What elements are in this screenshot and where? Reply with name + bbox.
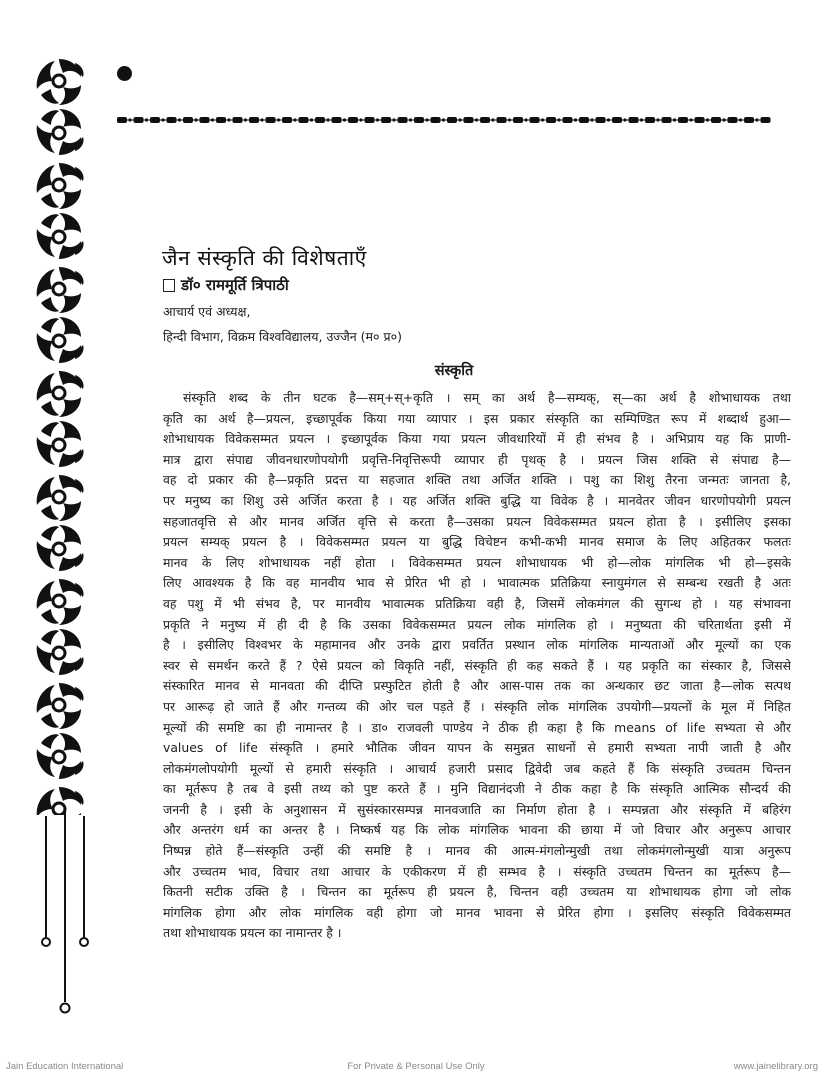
paisley-swirl-chain-icon <box>31 471 87 523</box>
paisley-swirl-chain-icon <box>31 159 87 211</box>
text-line: शोभाधायक विवेकसम्मत प्रयत्न । इच्छापूर्वक किया गया प्रयत्न जीवधारियों में ही संभव है । अभिप्राय यह कि प्राणी- <box>163 431 791 447</box>
author-role: आचार्य एवं अध्यक्ष, <box>163 304 251 319</box>
paisley-swirl-chain-icon <box>31 627 87 679</box>
paisley-swirl-chain-icon <box>31 107 87 159</box>
paisley-swirl-chain-icon <box>31 679 87 731</box>
text-line: स्वर से समर्थन करते हैं ? ऐसे प्रयत्न को विकृति नहीं, संस्कृति ही कह सकते हैं । यह प्रकृति का संस्कार है, जिससे <box>163 657 791 673</box>
paisley-swirl-chain-icon <box>31 419 87 471</box>
text-line: लोकमंगलोपयोगी मूल्यों से हमारी संस्कृति । आचार्य हजारी प्रसाद द्विवेदी जब कहते हैं कि संस्कृति उच्चतम चिन्तन <box>163 760 791 776</box>
text-line: प्रयत्न सम्यक् प्रयत्न है । विवेकसम्मत प्रयत्न या बुद्धि विचेष्टन कभी-कभी मानव समाज के लिए अहितकर फलतः <box>163 534 791 550</box>
dash-dot-rule-icon <box>117 109 772 117</box>
footer-website-link[interactable]: www.jainelibrary.org <box>733 1061 818 1072</box>
text-line: संस्कृति शब्द के तीन घटक है—सम्+स्+कृति । सम् का अर्थ है—सम्यक्, स्—का अर्थ है शोभाधायक तथा <box>183 390 791 405</box>
author-institution: हिन्दी विभाग, विक्रम विश्वविद्यालय, उज्जैन (म० प्र०) <box>163 329 402 344</box>
author-name: डॉ० राममूर्ति त्रिपाठी <box>181 276 289 294</box>
author-line <box>163 275 289 295</box>
text-line: वह दो प्रकार की है—प्रकृति प्रदत्त या सहजात शक्ति तथा अर्जित शक्ति । पशु का शिशु तैरना जन्मतः जानता है, <box>163 472 791 488</box>
text-line: है । इसीलिए विश्वभर के महामानव और उनके द्वारा प्रवर्तित प्रस्थान लोक मांगलिक मान्यताओं और मूल्यों का एक <box>163 637 791 653</box>
text-line: और अन्तरंग धर्म का अन्तर है । निष्कर्ष यह कि लोक मांगलिक भावना की छाया में जो विचार और अनुरूप आचार <box>163 822 791 838</box>
section-heading: संस्कृति <box>434 363 474 379</box>
text-line: वह पशु में भी संभव है, पर मानवीय भावात्मक प्रतिक्रिया वही है, जिसमें लोकमंगल की सुगन्ध हो । यह संभावना <box>163 595 791 611</box>
paisley-swirl-chain-icon <box>31 55 87 107</box>
text-line: मांगलिक होगा और लोक मांगलिक वही होगा जो मानव भावना से प्रेरित होगा । इसलिए संस्कृति विवेकसम्मत <box>163 904 791 920</box>
paisley-swirl-chain-icon <box>31 211 87 263</box>
text-line: कृति का अर्थ है—प्रयत्न, इच्छापूर्वक किया गया व्यापार । इस प्रकार संस्कृति का सम्पिण्डित रूप में शब्दार्थ हुआ— <box>163 410 791 426</box>
square-box-icon <box>163 279 175 292</box>
text-line: मानव के लिए शोभाधायक नहीं होता । विवेकसम्मत प्रयत्न शोभाधायक भी हो—लोक मांगलिक भी हो—इसके <box>163 554 791 570</box>
text-line: निष्पन्न होते हैं—संस्कृति उन्हीं की समष्टि है । मानव की आत्म-मंगलोन्मुखी तथा लोकमंगलोन्मुखी यात्रा अनुरूप <box>163 843 791 859</box>
text-line: और उच्चतम भाव, विचार तथा आचार के एकीकरण में ही सम्भव है । संस्कृति उच्चतम चिन्तन का मूर्तरूप है— <box>163 863 791 879</box>
text-line: का मूर्तरूप है तब वे इसी तथ्य को पुष्ट करते हैं । मुनि विद्यानंदजी ने ठीक कहा है कि संस्कृति आत्मिक सौन्दर्य की <box>163 781 791 797</box>
article-title: जैन संस्कृति की विशेषताएँ <box>162 246 367 270</box>
paisley-swirl-chain-icon <box>31 575 87 627</box>
text-line: संस्कारित मानव से मानवता की दीप्ति प्रस्फुटित होती है और आस-पास तक का अन्धकार छट जाता है—लोक सत्पथ <box>163 678 791 694</box>
page-footer <box>0 1061 828 1077</box>
text-line: पर आरूढ़ हो जाते हैं और गन्तव्य की ओर चल पड़ते हैं । संस्कृति लोक मांगलिक उपयोगी—प्रयत्नों के मूल में निहित <box>163 698 791 714</box>
text-line: लिए आवश्यक है कि वह मानवीय भाव से प्रेरित भी हो । भावात्मक प्रतिक्रिया स्नायुमंगल से सम्बन्ध रखती है अतः <box>163 575 791 591</box>
paisley-swirl-chain-icon <box>31 263 87 315</box>
paisley-swirl-chain-icon <box>31 783 87 815</box>
paisley-swirl-chain-icon <box>31 523 87 575</box>
text-line: कितनी सटीक उक्ति है । चिन्तन का मूर्तरूप ही प्रयत्न है, चिन्तन वही उच्चतम या शोभाधायक होगा जो लोक <box>163 884 791 900</box>
text-line: जननी है । इसी के अनुशासन में सुसंस्कारसम्पन्न मानवजाति का निर्माण होता है । सम्पन्नता और संस्कृति में बहिरंग <box>163 801 791 817</box>
text-line: प्रकृति ने मनुष्य में ही दी है कि उसका विवेकसम्मत प्रयत्न लोक मांगलिक हो । मनुष्यता की चरितार्थता इसी में <box>163 616 791 632</box>
text-line: सहजातवृत्ति से और मानव अर्जित वृत्ति से करता है—उसका प्रयत्न विवेकसम्मत प्रयत्न होता है । इसीलिए इसका <box>163 513 791 529</box>
text-line: तथा शोभाधायक प्रयत्न का नामान्तर है । <box>163 925 342 941</box>
bullet-dot-icon <box>117 66 132 81</box>
ornamental-border <box>30 55 88 815</box>
text-line: मूल्यों की समष्टि का ही नामान्तर है । डा० राजवली पाण्डेय ने ठीक ही कहा है कि means of life सभ्यता से और <box>163 719 791 735</box>
body-paragraph <box>163 388 791 944</box>
paisley-swirl-chain-icon <box>31 731 87 783</box>
text-line: मात्र द्वारा संपाद्य जीवनधारणोपयोगी प्रवृत्ति-निवृत्तिरूपी व्यापार ही पृथक् है । प्रयत्न जिस शक्ति से संपाद्य है— <box>163 451 791 467</box>
footer-usage-note: For Private & Personal Use Only <box>347 1061 485 1072</box>
footer-publisher: Jain Education International <box>6 1061 124 1072</box>
text-line: values of life संस्कृति । हमारे भौतिक जीवन यापन के समुन्नत साधनों से हमारी सभ्यता नापी जाती है और <box>163 740 791 756</box>
text-line: पर मनुष्य का शिशु उसे अर्जित करता है । यह अर्जित शक्ति बुद्धि या विवेक है । मानवेतर जीवन धारणोपयोगी प्रयत्न <box>163 492 791 508</box>
hanging-lines-with-rings-icon <box>38 812 98 1032</box>
